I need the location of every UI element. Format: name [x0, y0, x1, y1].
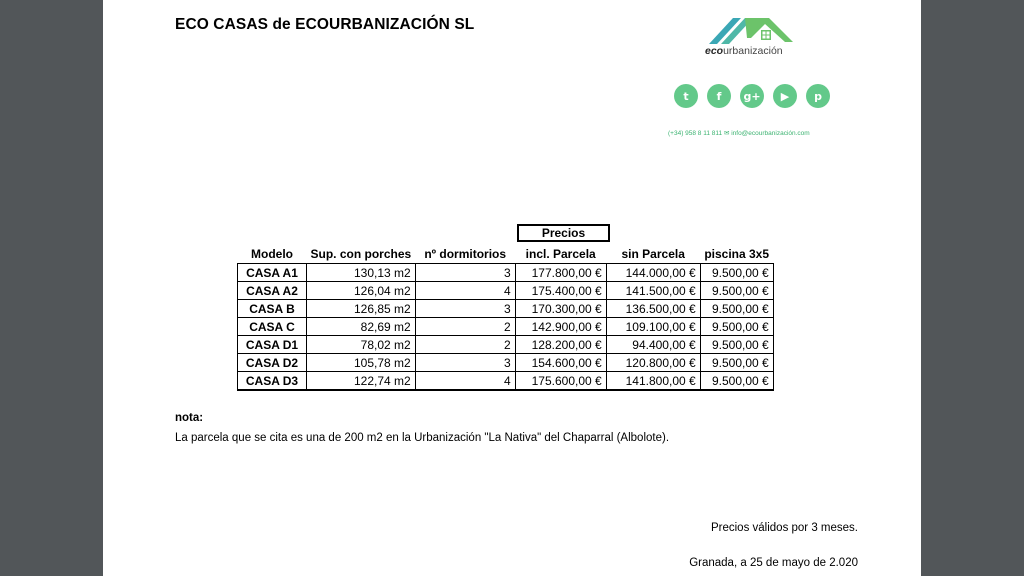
- surface-cell: 122,74 m2: [307, 372, 416, 391]
- model-cell: CASA D1: [238, 336, 307, 354]
- company-title: ECO CASAS de ECOURBANIZACIÓN SL: [175, 16, 475, 33]
- pool-price-cell: 9.500,00 €: [700, 336, 773, 354]
- note-title: nota:: [175, 412, 204, 424]
- table-row: [238, 318, 774, 336]
- price-sin-cell: 109.100,00 €: [606, 318, 700, 336]
- eco-urbanizacion-logo: [703, 14, 803, 62]
- table-row: [238, 264, 774, 282]
- column-header-incl-parcela: incl. Parcela: [515, 245, 606, 264]
- bedrooms-cell: 4: [415, 282, 515, 300]
- price-sin-cell: 141.800,00 €: [606, 372, 700, 391]
- table-header-row: [238, 245, 774, 264]
- pool-price-cell: 9.500,00 €: [700, 372, 773, 391]
- bedrooms-cell: 3: [415, 300, 515, 318]
- contact-line: (+34) 958 8 11 811 ✉ info@ecourbanización.com: [668, 130, 810, 137]
- logo-wordmark: ecourbanización: [705, 45, 783, 57]
- price-sin-cell: 144.000,00 €: [606, 264, 700, 282]
- price-incl-cell: 128.200,00 €: [515, 336, 606, 354]
- price-incl-cell: 170.300,00 €: [515, 300, 606, 318]
- column-header-superficie: Sup. con porches: [307, 245, 416, 264]
- price-incl-cell: 175.400,00 €: [515, 282, 606, 300]
- column-header-sin-parcela: sin Parcela: [606, 245, 700, 264]
- model-cell: CASA A1: [238, 264, 307, 282]
- price-incl-cell: 175.600,00 €: [515, 372, 606, 391]
- price-sin-cell: 120.800,00 €: [606, 354, 700, 372]
- surface-cell: 82,69 m2: [307, 318, 416, 336]
- bedrooms-cell: 2: [415, 336, 515, 354]
- table-row: [238, 282, 774, 300]
- table-row: [238, 372, 774, 391]
- bedrooms-cell: 3: [415, 354, 515, 372]
- note-text: La parcela que se cita es una de 200 m2 en la Urbanización "La Nativa" del Chaparral (Albolote).: [175, 432, 670, 444]
- facebook-icon[interactable]: f: [707, 84, 731, 108]
- pool-price-cell: 9.500,00 €: [700, 318, 773, 336]
- twitter-icon[interactable]: t: [674, 84, 698, 108]
- prices-table: [237, 245, 774, 391]
- table-row: [238, 336, 774, 354]
- model-cell: CASA D3: [238, 372, 307, 391]
- youtube-icon[interactable]: ▶: [773, 84, 797, 108]
- price-incl-cell: 142.900,00 €: [515, 318, 606, 336]
- surface-cell: 126,85 m2: [307, 300, 416, 318]
- price-sin-cell: 136.500,00 €: [606, 300, 700, 318]
- bedrooms-cell: 2: [415, 318, 515, 336]
- bedrooms-cell: 3: [415, 264, 515, 282]
- table-row: [238, 300, 774, 318]
- column-header-modelo: Modelo: [238, 245, 307, 264]
- price-incl-cell: 177.800,00 €: [515, 264, 606, 282]
- house-roof-icon: [707, 14, 799, 46]
- price-sin-cell: 141.500,00 €: [606, 282, 700, 300]
- surface-cell: 105,78 m2: [307, 354, 416, 372]
- google-plus-icon[interactable]: g+: [740, 84, 764, 108]
- document-page: [103, 0, 921, 576]
- column-header-piscina: piscina 3x5: [700, 245, 773, 264]
- pinterest-icon[interactable]: p: [806, 84, 830, 108]
- pool-price-cell: 9.500,00 €: [700, 300, 773, 318]
- model-cell: CASA D2: [238, 354, 307, 372]
- bedrooms-cell: 4: [415, 372, 515, 391]
- model-cell: CASA A2: [238, 282, 307, 300]
- pool-price-cell: 9.500,00 €: [700, 264, 773, 282]
- surface-cell: 130,13 m2: [307, 264, 416, 282]
- pool-price-cell: 9.500,00 €: [700, 354, 773, 372]
- price-incl-cell: 154.600,00 €: [515, 354, 606, 372]
- column-header-dormitorios: nº dormitorios: [415, 245, 515, 264]
- validity-text: Precios válidos por 3 meses.: [710, 522, 858, 534]
- model-cell: CASA B: [238, 300, 307, 318]
- date-text: Granada, a 25 de mayo de 2.020: [689, 557, 858, 569]
- surface-cell: 126,04 m2: [307, 282, 416, 300]
- table-row: [238, 354, 774, 372]
- price-sin-cell: 94.400,00 €: [606, 336, 700, 354]
- model-cell: CASA C: [238, 318, 307, 336]
- prices-group-header: Precios: [517, 224, 610, 242]
- surface-cell: 78,02 m2: [307, 336, 416, 354]
- pool-price-cell: 9.500,00 €: [700, 282, 773, 300]
